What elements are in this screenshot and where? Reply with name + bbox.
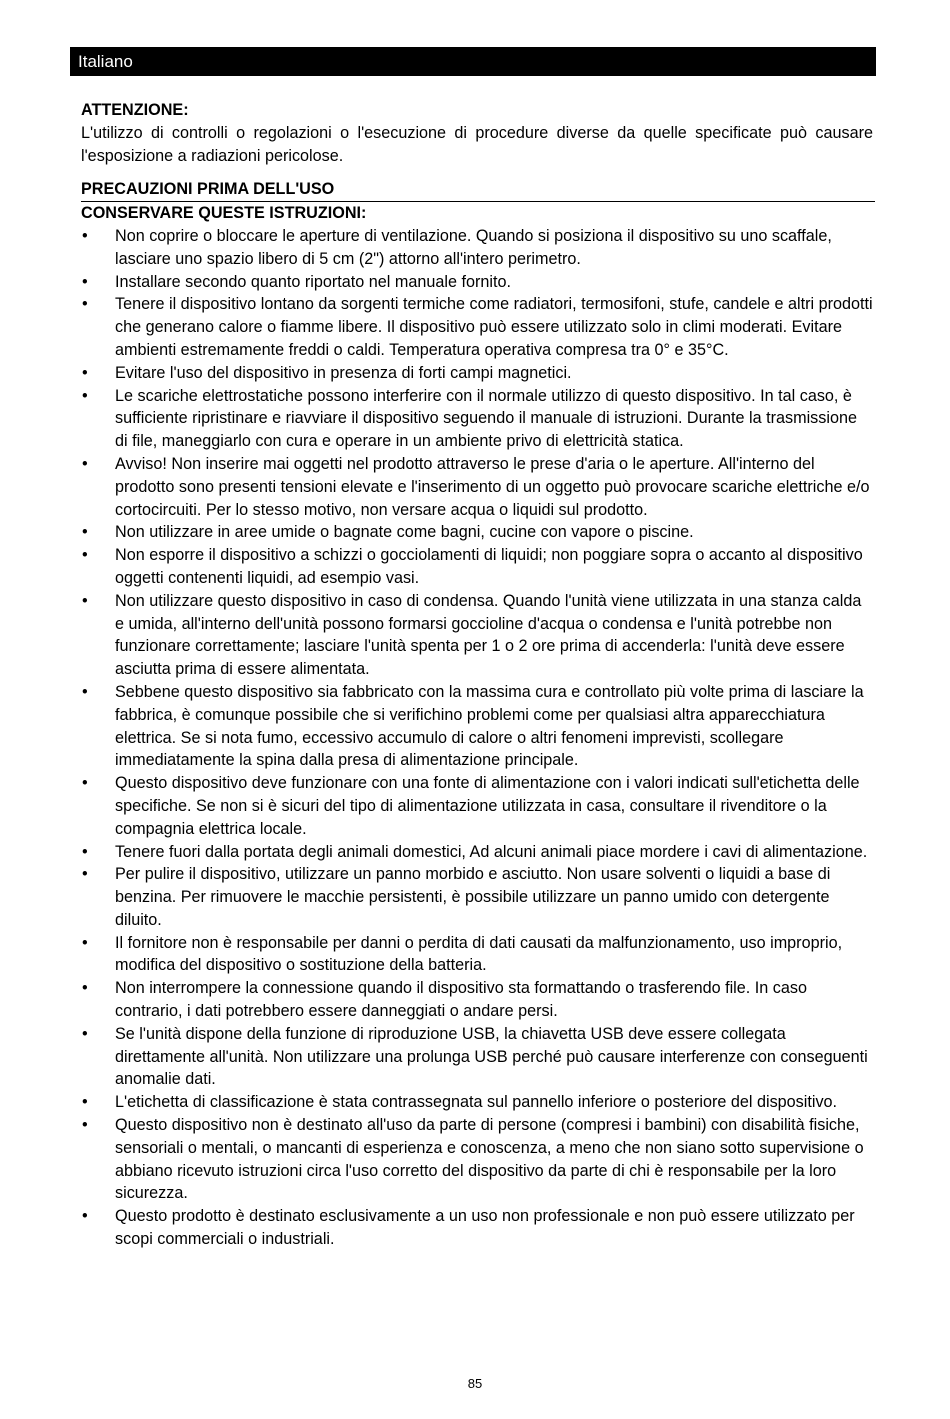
bullet-marker: •	[82, 523, 88, 542]
page-content	[81, 99, 873, 1251]
precaution-item	[81, 1114, 873, 1205]
bullet-marker: •	[82, 842, 88, 861]
precaution-item	[81, 863, 873, 931]
page-number: 85	[467, 1376, 483, 1391]
bullet-marker: •	[82, 272, 88, 291]
precaution-item-text: Tenere fuori dalla portata degli animali domestici, Ad alcuni animali piace mordere i cavi di alimentazione.	[115, 842, 868, 861]
precaution-item-text: Non utilizzare questo dispositivo in caso di condensa. Quando l'unità viene utilizzata in una stanza calda e umida, all'interno dell'unità possono formarsi goccioline d'acqua o condensa e l'unità potrebbe non funzionare correttamente; lasciare l'unità spenta per 1 o 2 ore prima di accenderla: l'unità deve essere asciutta prima di essere alimentata.	[115, 591, 862, 679]
bullet-marker: •	[82, 1093, 88, 1112]
precaution-item-text: Il fornitore non è responsabile per danni o perdita di dati causati da malfunzionamento, uso improprio, modifica del dispositivo o sostituzione della batteria.	[115, 933, 843, 975]
bullet-marker: •	[82, 1207, 88, 1226]
bullet-marker: •	[82, 591, 88, 610]
precaution-item-text: Questo dispositivo deve funzionare con una fonte di alimentazione con i valori indicati sull'etichetta delle specifiche. Se non si è sicuri del tipo di alimentazione utilizzata in casa, consultare il rivenditore o la compagnia elettrica locale.	[115, 774, 860, 838]
precaution-item	[81, 225, 873, 271]
bullet-marker: •	[82, 1116, 88, 1135]
precaution-item-text: Non interrompere la connessione quando il dispositivo sta formattando o trasferendo file. In caso contrario, i dati potrebbero essere danneggiati o andare persi.	[115, 979, 807, 1021]
precaution-item	[81, 385, 873, 453]
precaution-item-text: Per pulire il dispositivo, utilizzare un panno morbido e asciutto. Non usare solventi o liquidi a base di benzina. Per rimuovere le macchie persistenti, è possibile utilizzare un panno umido con detergente diluito.	[115, 865, 831, 929]
bullet-marker: •	[82, 363, 88, 382]
precaution-item-text: Avviso! Non inserire mai oggetti nel prodotto attraverso le prese d'aria o le aperture. All'interno del prodotto sono presenti tensioni elevate e l'inserimento di un oggetto può provocare scariche elettriche e/o cortocircuiti. Per lo stesso motivo, non versare acqua o liquidi sul prodotto.	[115, 454, 870, 519]
precaution-item-text: Questo dispositivo non è destinato all'uso da parte di persone (compresi i bambini) con disabilità fisiche, sensoriali o mentali, o mancanti di esperienza e conoscenza, a meno che non siano sotto supervisione o abbiano ricevuto istruzioni circa l'uso corretto del dispositivo da parte di chi è responsabile per la loro sicurezza.	[115, 1116, 864, 1203]
precaution-item	[81, 271, 873, 294]
precaution-item	[81, 1091, 873, 1114]
precaution-item-text: Non coprire o bloccare le aperture di ventilazione. Quando si posiziona il dispositivo su uno scaffale, lasciare uno spazio libero di 5 cm (2") attorno all'intero perimetro.	[115, 226, 832, 268]
precaution-item	[81, 453, 873, 521]
precaution-item	[81, 772, 873, 840]
warning-title: ATTENZIONE:	[81, 101, 189, 119]
bullet-marker: •	[82, 295, 88, 314]
bullet-marker: •	[82, 386, 88, 405]
precaution-item-text: Le scariche elettrostatiche possono interferire con il normale utilizzo di questo dispositivo. In tal caso, è sufficiente ripristinare e riavviare il dispositivo seguendo il manuale di istruzioni. Durante la trasmissione di file, maneggiarlo con cura e operare in un ambiente privo di elettricità statica.	[115, 386, 857, 451]
bullet-marker: •	[82, 933, 88, 952]
bullet-marker: •	[82, 865, 88, 884]
precaution-item-text: Non utilizzare in aree umide o bagnate come bagni, cucine con vapore o piscine.	[115, 523, 694, 542]
precaution-item-text: Tenere il dispositivo lontano da sorgenti termiche come radiatori, termosifoni, stufe, candele e altri prodotti che generano calore o fiamme libere. Il dispositivo può essere utilizzato solo in climi moderati. Evitare ambienti estremamente freddi o caldi. Temperatura operativa compresa tra 0° e 35°C.	[115, 295, 873, 359]
precaution-item	[81, 590, 873, 681]
precaution-item	[81, 977, 873, 1023]
precautions-title: PRECAUZIONI PRIMA DELL'USO	[81, 180, 335, 199]
bullet-marker: •	[82, 454, 88, 473]
precautions-subtitle: CONSERVARE QUESTE ISTRUZIONI:	[81, 204, 367, 223]
precaution-item	[81, 362, 873, 385]
language-header-bar	[70, 47, 876, 76]
bullet-marker: •	[82, 682, 88, 701]
bullet-marker: •	[82, 226, 88, 245]
language-label: Italiano	[78, 52, 133, 71]
precaution-item-text: Installare secondo quanto riportato nel manuale fornito.	[115, 272, 511, 291]
precaution-item	[81, 932, 873, 978]
bullet-marker: •	[82, 979, 88, 998]
precaution-item-text: Questo prodotto è destinato esclusivamente a un uso non professionale e non può essere utilizzato per scopi commerciali o industriali.	[115, 1207, 855, 1249]
precautions-title-rule	[81, 178, 875, 202]
precaution-item-text: Se l'unità dispone della funzione di riproduzione USB, la chiavetta USB deve essere collegata direttamente all'unità. Non utilizzare una prolunga USB perché può causare interferenze con conseguenti anomalie dati.	[115, 1024, 868, 1089]
bullet-marker: •	[82, 1024, 88, 1043]
bullet-marker: •	[82, 774, 88, 793]
precaution-item	[81, 841, 873, 864]
precaution-item-text: Non esporre il dispositivo a schizzi o gocciolamenti di liquidi; non poggiare sopra o accanto al dispositivo oggetti contenenti liquidi, ad esempio vasi.	[115, 546, 863, 587]
precaution-item-text: Sebbene questo dispositivo sia fabbricato con la massima cura e controllato più volte prima di lasciare la fabbrica, è comunque possibile che si verifichino problemi come per qualsiasi altra apparecchiatura elettrica. Se si nota fumo, eccessivo accumulo di calore o altri fenomeni imprevisti, scollegare immediatamente la spina dalla presa di alimentazione principale.	[115, 682, 864, 770]
precautions-list	[81, 225, 873, 1251]
precaution-item-text: Evitare l'uso del dispositivo in presenza di forti campi magnetici.	[115, 363, 572, 382]
precaution-item	[81, 544, 873, 590]
precaution-item	[81, 1205, 873, 1251]
precaution-item	[81, 521, 873, 544]
precaution-item	[81, 681, 873, 772]
bullet-marker: •	[82, 546, 88, 565]
precaution-item	[81, 1023, 873, 1091]
precaution-item	[81, 293, 873, 361]
precaution-item-text: L'etichetta di classificazione è stata contrassegnata sul pannello inferiore o posteriore del dispositivo.	[115, 1093, 838, 1112]
warning-text: L'utilizzo di controlli o regolazioni o l'esecuzione di procedure diverse da quelle specificate può causare l'esposizione a radiazioni pericolose.	[81, 123, 873, 165]
